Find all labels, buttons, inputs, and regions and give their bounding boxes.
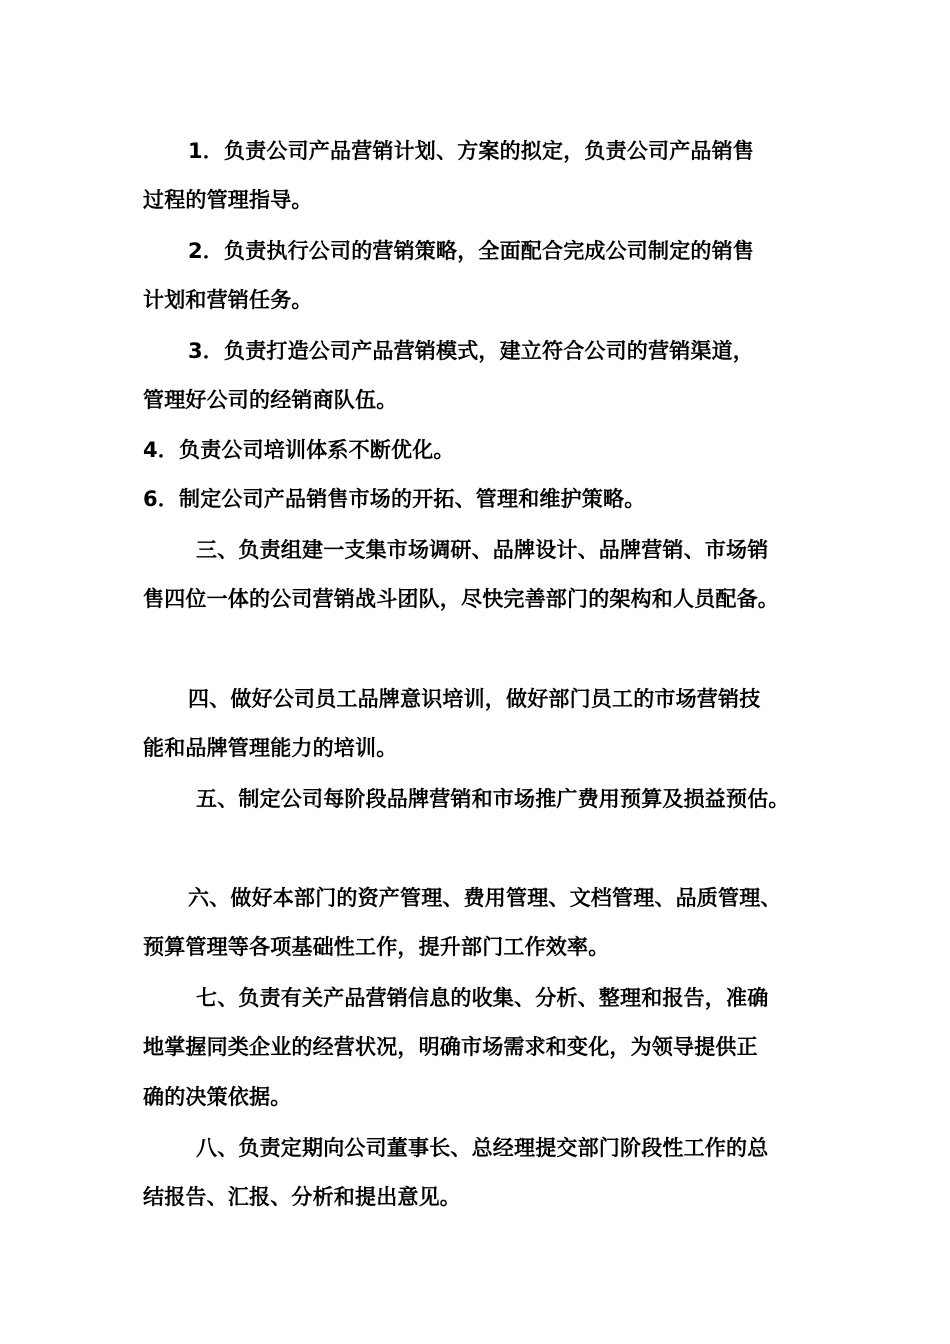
section-3-line-1: 三、负责组建一支集市场调研、品牌设计、品牌营销、市场销 — [196, 538, 769, 562]
paragraph-1-line-1: 1．负责公司产品营销计划、方案的拟定，负责公司产品销售 — [188, 139, 755, 163]
section-8-line-2: 结报告、汇报、分析和提出意见。 — [143, 1185, 461, 1209]
section-4-line-1: 四、做好公司员工品牌意识培训，做好部门员工的市场营销技 — [188, 687, 761, 711]
paragraph-3-line-1: 3．负责打造公司产品营销模式，建立符合公司的营销渠道， — [188, 339, 755, 363]
section-7-line-3: 确的决策依据。 — [143, 1085, 292, 1109]
paragraph-6-line-1: 6．制定公司产品销售市场的开拓、管理和维护策略。 — [143, 487, 646, 511]
section-5-line-1: 五、制定公司每阶段品牌营销和市场推广费用预算及损益预估。 — [196, 787, 790, 811]
paragraph-4-line-1: 4．负责公司培训体系不断优化。 — [143, 438, 455, 462]
section-8-line-1: 八、负责定期向公司董事长、总经理提交部门阶段性工作的总 — [196, 1136, 769, 1160]
section-4-line-2: 能和品牌管理能力的培训。 — [143, 736, 398, 760]
section-7-line-1: 七、负责有关产品营销信息的收集、分析、整理和报告，准确 — [196, 986, 769, 1010]
section-7-line-2: 地掌握同类企业的经营状况，明确市场需求和变化，为领导提供正 — [143, 1035, 758, 1059]
section-6-line-1: 六、做好本部门的资产管理、费用管理、文档管理、品质管理、 — [188, 886, 782, 910]
paragraph-1-line-2: 过程的管理指导。 — [143, 188, 313, 212]
section-6-line-2: 预算管理等各项基础性工作，提升部门工作效率。 — [143, 935, 610, 959]
paragraph-2-line-2: 计划和营销任务。 — [143, 288, 313, 312]
paragraph-3-line-2: 管理好公司的经销商队伍。 — [143, 388, 398, 412]
section-3-line-2: 售四位一体的公司营销战斗团队，尽快完善部门的架构和人员配备。 — [143, 587, 779, 611]
paragraph-2-line-1: 2．负责执行公司的营销策略，全面配合完成公司制定的销售 — [188, 239, 755, 263]
